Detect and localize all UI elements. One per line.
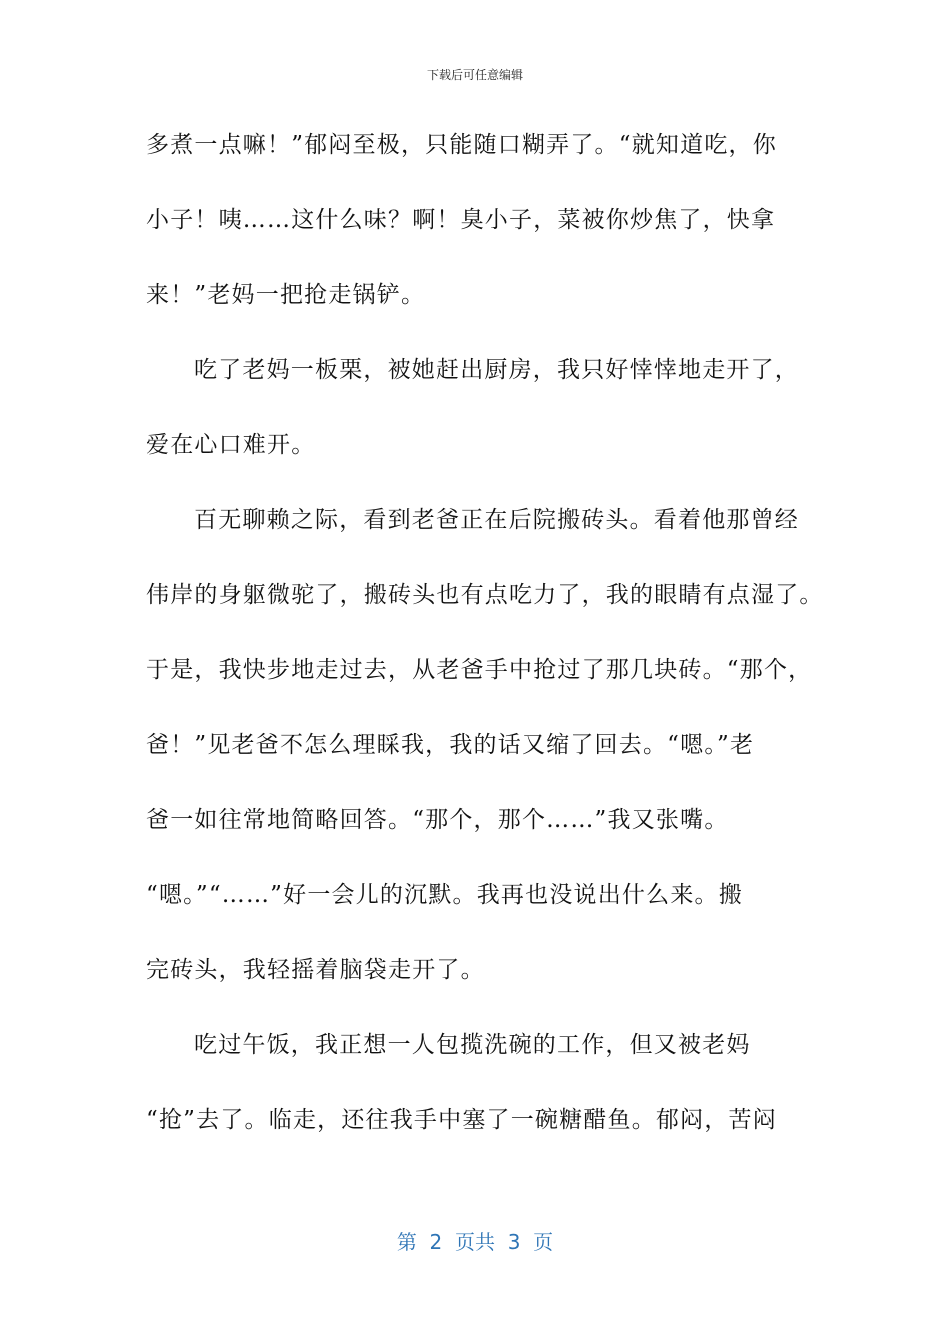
page-header: 下载后可任意编辑 [426,68,523,82]
text-line: 伟岸的身躯微驼了，搬砖头也有点吃力了，我的眼睛有点湿了。 [146,582,824,608]
text-line: 爸！”见老爸不怎么理睬我，我的话又缩了回去。“嗯。”老 [146,732,755,758]
text-line: 爱在心口难开。 [146,432,316,458]
text-line: 来！”老妈一把抢走锅铲。 [146,282,426,308]
text-line: 小子！咦……这什么味？啊！臭小子，菜被你炒焦了，快拿 [146,207,776,233]
page-footer: 第 2 页共 3 页 [396,1230,554,1254]
paragraph-first-line: 吃了老妈一板栗，被她赶出厨房，我只好悻悻地走开了， [194,357,799,383]
text-line: “抢”去了。临走，还往我手中塞了一碗糖醋鱼。郁闷，苦闷 [146,1107,777,1133]
paragraph-first-line: 百无聊赖之际，看到老爸正在后院搬砖头。看着他那曾经 [194,507,799,533]
text-line: 完砖头，我轻摇着脑袋走开了。 [146,957,485,983]
paragraph-first-line: 吃过午饭，我正想一人包揽洗碗的工作，但又被老妈 [194,1032,751,1058]
text-line: 爸一如往常地简略回答。“那个，那个……”我又张嘴。 [146,807,729,833]
text-line: “嗯。”“……”好一会儿的沉默。我再也没说出什么来。搬 [146,882,743,908]
text-line: 多煮一点嘛！”郁闷至极，只能随口糊弄了。“就知道吃，你 [146,132,777,158]
text-line: 于是，我快步地走过去，从老爸手中抢过了那几块砖。“那个， [146,657,813,683]
